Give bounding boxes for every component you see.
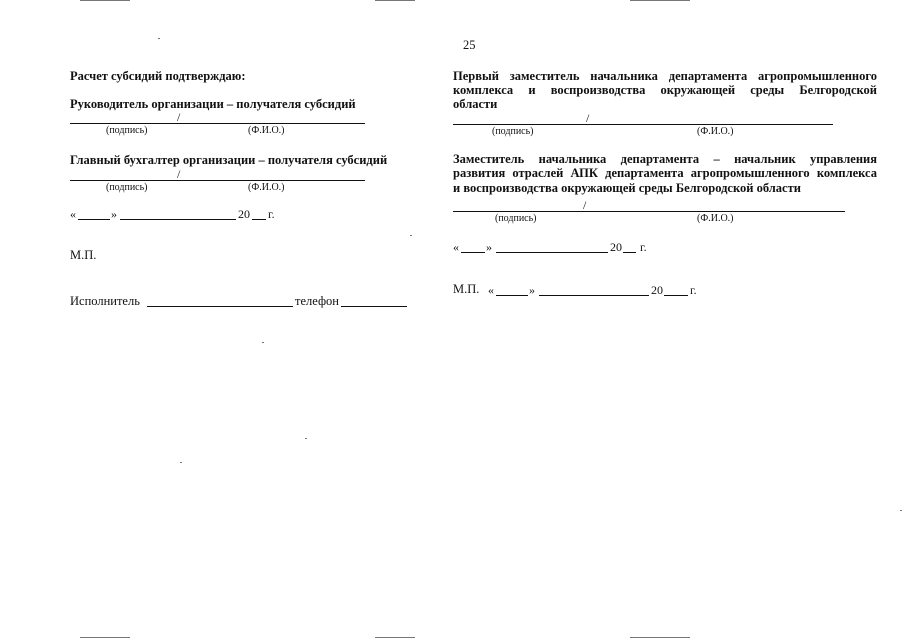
scan-edge-mark [80,0,130,1]
deputy-signature-slash: / [583,198,587,212]
right-date-year-prefix: 20 [610,240,622,254]
right-seal-mark: М.П. [453,282,480,296]
phone-line [341,306,407,307]
chief-signature-line [70,180,365,181]
deputy-signature-caption: (подпись) [495,213,537,224]
date-day-line [78,219,110,220]
date-open-quote: « [70,207,76,221]
date-year-suffix: г. [268,207,275,221]
date-close-quote: » [111,207,117,221]
head-signature-line [70,123,365,124]
chief-fio-caption: (Ф.И.О.) [248,182,285,193]
first-deputy-signature-line [453,124,833,125]
deputy-title-line-1: Заместитель начальника департамента – начальник управления [453,152,877,166]
date-year-prefix: 20 [238,207,250,221]
right-seal-date-year-suffix: г. [690,283,697,297]
scan-speck [158,38,160,39]
deputy-title-line-2: развития отраслей АПК департамента агропромышленного комплекса [453,166,877,180]
right-seal-date-day-line [496,295,528,296]
seal-mark: М.П. [70,248,97,262]
head-fio-caption: (Ф.И.О.) [248,125,285,136]
executor-line [147,306,293,307]
first-deputy-signature-caption: (подпись) [492,126,534,137]
phone-label: телефон [295,294,339,308]
deputy-signature-line [453,211,845,212]
deputy-fio-caption: (Ф.И.О.) [697,213,734,224]
deputy-title-line-3: и воспроизводства окружающей среды Белгородской области [453,181,801,195]
right-seal-date-close-quote: » [529,283,535,297]
date-year-line [252,219,266,220]
first-deputy-title-line-2: комплекса и воспроизводства окружающей среды Белгородской [453,83,877,97]
right-date-close-quote: » [486,240,492,254]
date-month-line [120,219,236,220]
right-date-year-line [623,252,636,253]
head-signature-caption: (подпись) [106,125,148,136]
first-deputy-fio-caption: (Ф.И.О.) [697,126,734,137]
chief-accountant-title: Главный бухгалтер организации – получателя субсидий [70,153,388,167]
scan-edge-mark [375,637,415,638]
scan-edge-mark [630,637,690,638]
right-seal-date-month-line [539,295,649,296]
confirm-heading: Расчет субсидий подтверждаю: [70,69,246,83]
right-date-open-quote: « [453,240,459,254]
head-signature-slash: / [177,110,181,124]
executor-label: Исполнитель [70,294,140,308]
scan-speck [180,462,182,463]
chief-signature-slash: / [177,167,181,181]
first-deputy-title-line-1: Первый заместитель начальника департамента агропромышленного [453,69,877,83]
scan-edge-mark [630,0,690,1]
right-seal-date-open-quote: « [488,283,494,297]
right-seal-date-year-line [664,295,688,296]
scan-edge-mark [375,0,415,1]
first-deputy-signature-slash: / [586,111,590,125]
scan-speck [305,438,307,439]
right-date-month-line [496,252,608,253]
right-seal-date-year-prefix: 20 [651,283,663,297]
right-date-year-suffix: г. [640,240,647,254]
first-deputy-title-line-3: области [453,97,498,111]
chief-signature-caption: (подпись) [106,182,148,193]
scan-speck [900,510,902,511]
page-number: 25 [463,38,476,52]
scan-speck [262,342,264,343]
right-date-day-line [461,252,485,253]
scan-edge-mark [80,637,130,638]
scan-speck [410,235,412,236]
head-of-organization-title: Руководитель организации – получателя субсидий [70,97,356,111]
